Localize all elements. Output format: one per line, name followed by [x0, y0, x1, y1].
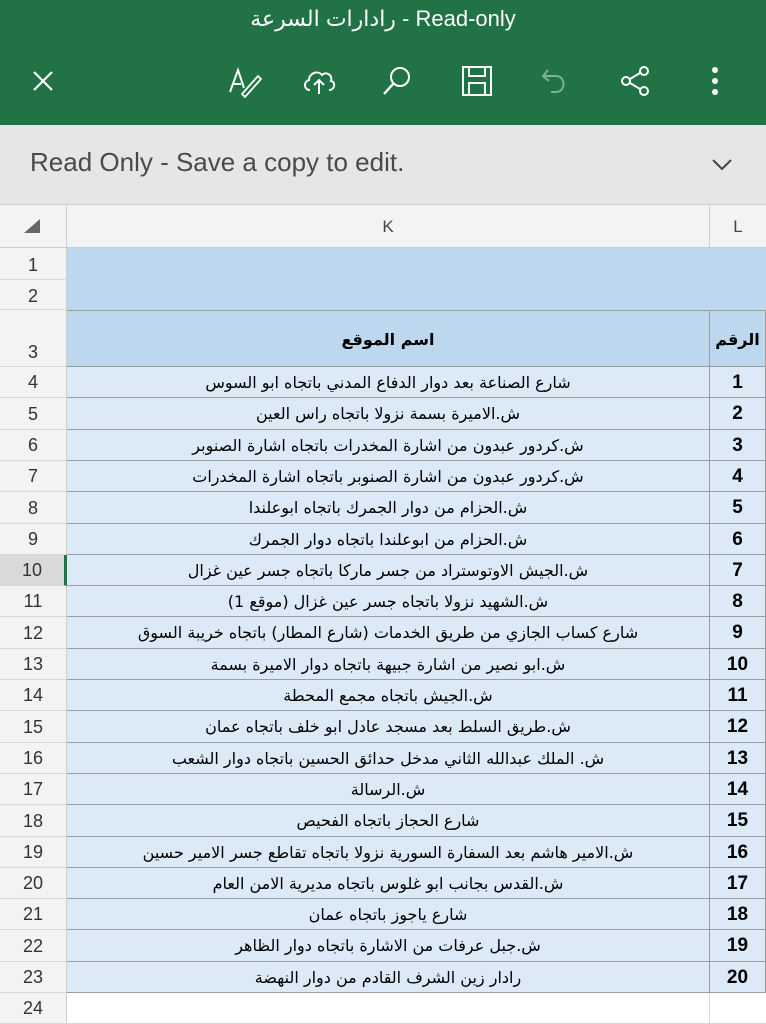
site-name-cell[interactable]: ش.طريق السلط بعد مسجد عادل ابو خلف باتجاه عمان [67, 711, 710, 743]
row-header[interactable]: 2 [0, 280, 67, 310]
select-all-corner[interactable] [0, 205, 67, 248]
site-name-cell[interactable]: ش.جبل عرفات من الاشارة باتجاه دوار الظاهر [67, 930, 710, 962]
chevron-down-icon[interactable] [706, 149, 738, 181]
site-name-cell[interactable]: ش. الملك عبدالله الثاني مدخل حدائق الحسين باتجاه دوار الشعب [67, 743, 710, 774]
row-header[interactable]: 19 [0, 837, 67, 868]
radar-number-cell[interactable]: 3 [710, 430, 766, 461]
site-name-cell[interactable]: ش.الحزام من ابوعلندا باتجاه دوار الجمرك [67, 524, 710, 555]
read-only-banner[interactable] [0, 125, 766, 205]
draw-pen-icon[interactable] [218, 56, 268, 106]
row-header[interactable]: 9 [0, 524, 67, 555]
radar-number-cell[interactable]: 13 [710, 743, 766, 774]
radar-number-cell[interactable]: 8 [710, 586, 766, 617]
radar-number-cell[interactable]: 11 [710, 680, 766, 711]
row-header[interactable]: 3 [0, 310, 67, 367]
row-header[interactable]: 10 [0, 555, 67, 586]
empty-cell[interactable] [67, 993, 710, 1024]
row-header[interactable]: 14 [0, 680, 67, 711]
radar-number-cell[interactable]: 20 [710, 962, 766, 993]
radar-number-cell[interactable]: 2 [710, 398, 766, 430]
share-icon[interactable] [610, 56, 660, 106]
site-name-cell[interactable]: ش.القدس بجانب ابو غلوس باتجاه مديرية الامن العام [67, 868, 710, 899]
radar-number-cell[interactable]: 6 [710, 524, 766, 555]
site-name-cell[interactable]: ش.كردور عبدون من اشارة المخدرات باتجاه اشارة الصنوبر [67, 430, 710, 461]
row-header[interactable]: 16 [0, 743, 67, 774]
site-name-cell[interactable]: ش.كردور عبدون من اشارة الصنوبر باتجاه اشارة المخدرات [67, 461, 710, 492]
row-header[interactable]: 4 [0, 367, 67, 398]
row-header[interactable]: 6 [0, 430, 67, 461]
radar-number-cell[interactable]: 17 [710, 868, 766, 899]
empty-cell[interactable] [710, 993, 766, 1024]
radar-number-cell[interactable]: 5 [710, 492, 766, 524]
row-header[interactable]: 24 [0, 993, 67, 1024]
radar-number-cell[interactable]: 7 [710, 555, 766, 586]
close-icon[interactable] [18, 56, 68, 106]
row-header[interactable]: 20 [0, 868, 67, 899]
row-header[interactable]: 21 [0, 899, 67, 930]
number-column-header[interactable]: الرقم [710, 310, 766, 367]
site-name-cell[interactable]: ش.الامير هاشم بعد السفارة السورية نزولا باتجاه تقاطع جسر الامير حسين [67, 837, 710, 868]
radar-number-cell[interactable]: 4 [710, 461, 766, 492]
radar-number-cell[interactable]: 18 [710, 899, 766, 930]
merged-title-band[interactable] [67, 248, 766, 310]
row-header[interactable]: 23 [0, 962, 67, 993]
row-header[interactable]: 5 [0, 398, 67, 430]
site-name-cell[interactable]: ش.الحزام من دوار الجمرك باتجاه ابوعلندا [67, 492, 710, 524]
site-name-cell[interactable]: ش.ابو نصير من اشارة جبيهة باتجاه دوار الاميرة بسمة [67, 649, 710, 680]
site-name-cell[interactable]: شارع الحجاز باتجاه الفحيص [67, 805, 710, 837]
site-name-cell[interactable]: شارع كساب الجازي من طريق الخدمات (شارع المطار) باتجاه خريبة السوق [67, 617, 710, 649]
column-header-bar [0, 205, 766, 248]
radar-number-cell[interactable]: 12 [710, 711, 766, 743]
save-icon[interactable] [452, 56, 502, 106]
radar-number-cell[interactable]: 15 [710, 805, 766, 837]
row-header[interactable]: 8 [0, 492, 67, 524]
row-header[interactable]: 1 [0, 248, 67, 280]
radar-number-cell[interactable]: 19 [710, 930, 766, 962]
radar-number-cell[interactable]: 16 [710, 837, 766, 868]
read-only-message: Read Only - Save a copy to edit. [30, 147, 405, 177]
row-header[interactable]: 22 [0, 930, 67, 962]
site-name-cell[interactable]: ش.الاميرة بسمة نزولا باتجاه راس العين [67, 398, 710, 430]
search-icon[interactable] [372, 56, 422, 106]
radar-number-cell[interactable]: 9 [710, 617, 766, 649]
row-header[interactable]: 17 [0, 774, 67, 805]
row-header[interactable]: 15 [0, 711, 67, 743]
site-name-cell[interactable]: شارع الصناعة بعد دوار الدفاع المدني باتجاه ابو السوس [67, 367, 710, 398]
radar-number-cell[interactable]: 1 [710, 367, 766, 398]
column-header-l[interactable]: L [733, 217, 743, 236]
site-name-cell[interactable]: ش.الرسالة [67, 774, 710, 805]
column-header-k[interactable]: K [67, 205, 710, 248]
row-header[interactable]: 13 [0, 649, 67, 680]
site-name-cell[interactable]: ش.الشهيد نزولا باتجاه جسر عين غزال (موقع 1) [67, 586, 710, 617]
row-header[interactable]: 7 [0, 461, 67, 492]
radar-number-cell[interactable]: 14 [710, 774, 766, 805]
site-name-cell[interactable]: رادار زين الشرف القادم من دوار النهضة [67, 962, 710, 993]
row-header[interactable]: 11 [0, 586, 67, 617]
app-bar [0, 0, 766, 125]
radar-number-cell[interactable]: 10 [710, 649, 766, 680]
document-title: رادارات السرعة - Read-only [250, 6, 516, 31]
site-name-cell[interactable]: ش.الجيش الاوتوستراد من جسر ماركا باتجاه جسر عين غزال [67, 555, 710, 586]
cloud-upload-icon[interactable] [294, 56, 344, 106]
undo-icon[interactable] [530, 56, 580, 106]
site-column-header[interactable]: اسم الموقع [67, 310, 710, 367]
site-name-cell[interactable]: ش.الجيش باتجاه مجمع المحطة [67, 680, 710, 711]
more-vertical-icon[interactable] [690, 56, 740, 106]
row-header[interactable]: 18 [0, 805, 67, 837]
row-header[interactable]: 12 [0, 617, 67, 649]
site-name-cell[interactable]: شارع ياجوز باتجاه عمان [67, 899, 710, 930]
